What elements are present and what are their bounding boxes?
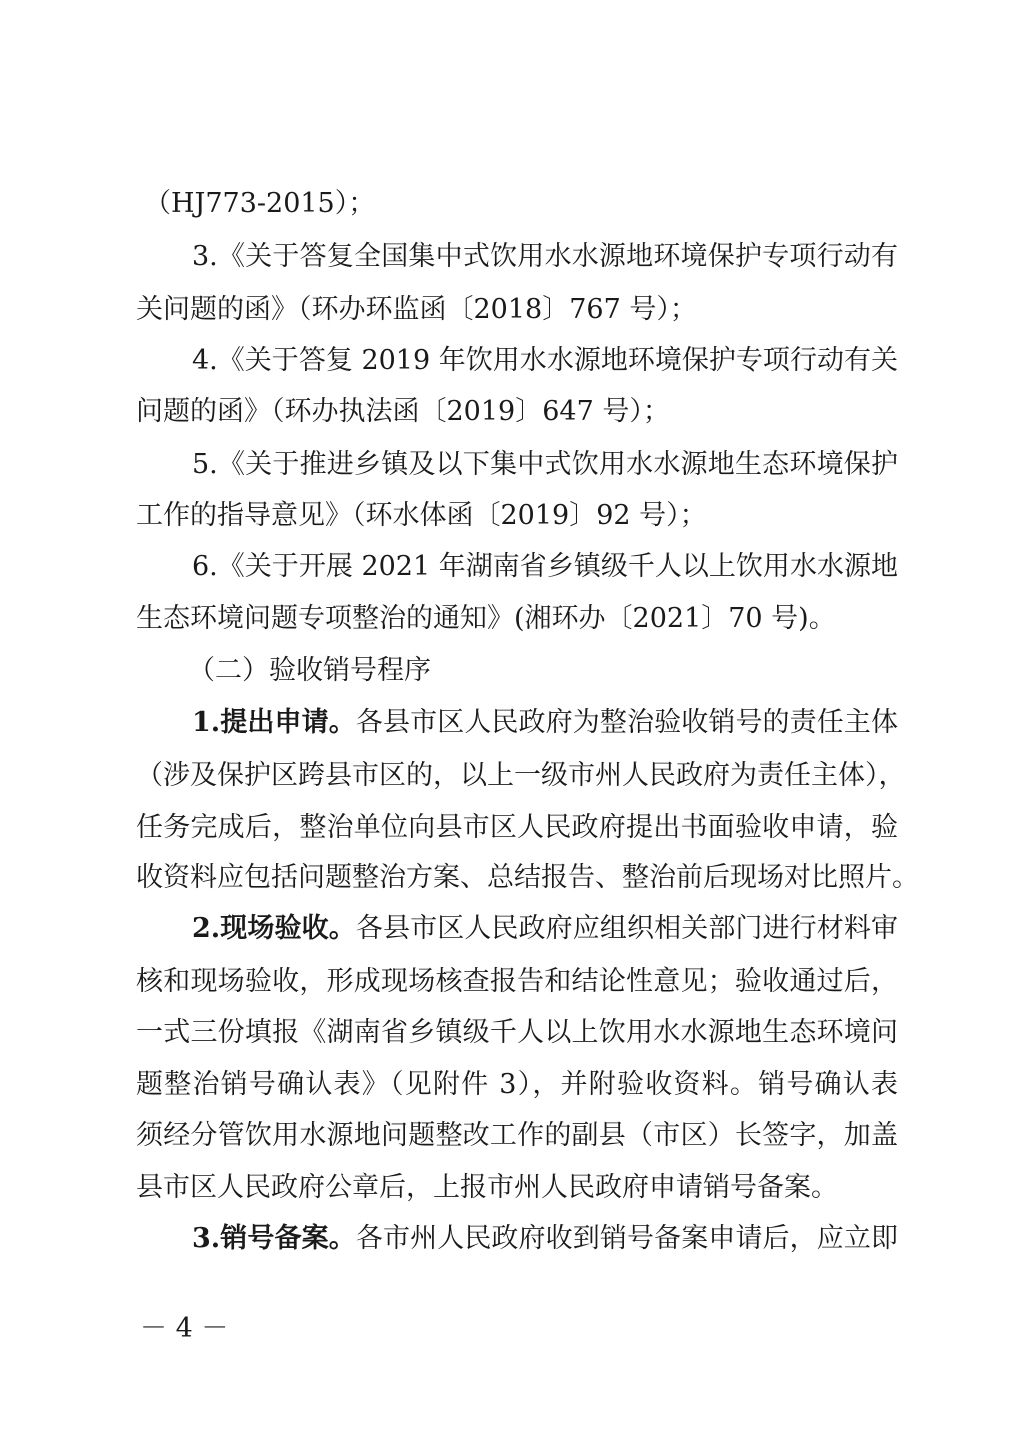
text-line [136,603,836,637]
line-text: 收资料应包括问题整治方案、总结报告、整治前后现场对比照片。 [136,862,919,893]
text-line [136,500,707,534]
item-heading: 1.提出申请。 [192,707,356,738]
line-text: 5.《关于推进乡镇及以下集中式饮用水水源地生态环境保护 [192,449,898,480]
line-text: 工作的指导意见》（环水体函〔2019〕92 号）； [136,500,707,531]
line-text: 问题的函》（环办执法函〔2019〕647 号）； [136,396,670,427]
text-line [192,913,898,947]
text-line [136,966,898,1000]
line-text: 3.《关于答复全国集中式饮用水水源地环境保护专项行动有 [192,241,898,272]
text-line [136,812,898,846]
line-text: 各县市区人民政府为整治验收销号的责任主体 [355,707,899,738]
text-line [192,707,898,741]
text-line [192,1223,898,1257]
text-line [136,1120,898,1154]
item-heading: 2.现场验收。 [192,913,356,944]
line-text: 各县市区人民政府应组织相关部门进行材料审 [355,913,899,944]
text-line [136,862,919,896]
text-line [192,551,898,585]
text-line [192,449,898,483]
line-text: 4.《关于答复 2019 年饮用水水源地环境保护专项行动有关 [192,345,898,376]
item-heading: 3.销号备案。 [192,1223,356,1254]
line-text: 题整治销号确认表》（见附件 3），并附验收资料。销号确认表 [136,1069,898,1100]
text-line [136,396,670,430]
line-text: 一式三份填报《湖南省乡镇级千人以上饮用水水源地生态环境问 [136,1017,898,1048]
text-line [136,1017,898,1051]
text-line [192,241,898,275]
line-text: 任务完成后，整治单位向县市区人民政府提出书面验收申请，验 [136,812,898,843]
text-line [136,1069,898,1103]
line-text: （HJ773-2015）； [144,188,376,219]
line-text: （二）验收销号程序 [188,655,431,686]
text-line [144,188,375,222]
section-heading [188,655,431,689]
line-text: 县市区人民政府公章后，上报市州人民政府申请销号备案。 [136,1172,838,1203]
line-text: 生态环境问题专项整治的通知》(湘环办〔2021〕70 号)。 [136,603,836,634]
line-text: 须经分管饮用水源地问题整改工作的副县（市区）长签字，加盖 [136,1120,898,1151]
line-text: 各市州人民政府收到销号备案申请后，应立即 [355,1223,899,1254]
text-line [136,760,906,794]
text-line [192,345,898,379]
line-text: 6.《关于开展 2021 年湖南省乡镇级千人以上饮用水水源地 [192,551,898,582]
line-text: 核和现场验收，形成现场核查报告和结论性意见；验收通过后， [136,966,898,997]
page-number: － 4 － [140,1313,229,1344]
text-line [136,1172,838,1206]
line-text: （涉及保护区跨县市区的，以上一级市州人民政府为责任主体）， [136,760,906,791]
line-text: 关问题的函》（环办环监函〔2018〕767 号）； [136,294,697,325]
text-line [136,294,697,328]
